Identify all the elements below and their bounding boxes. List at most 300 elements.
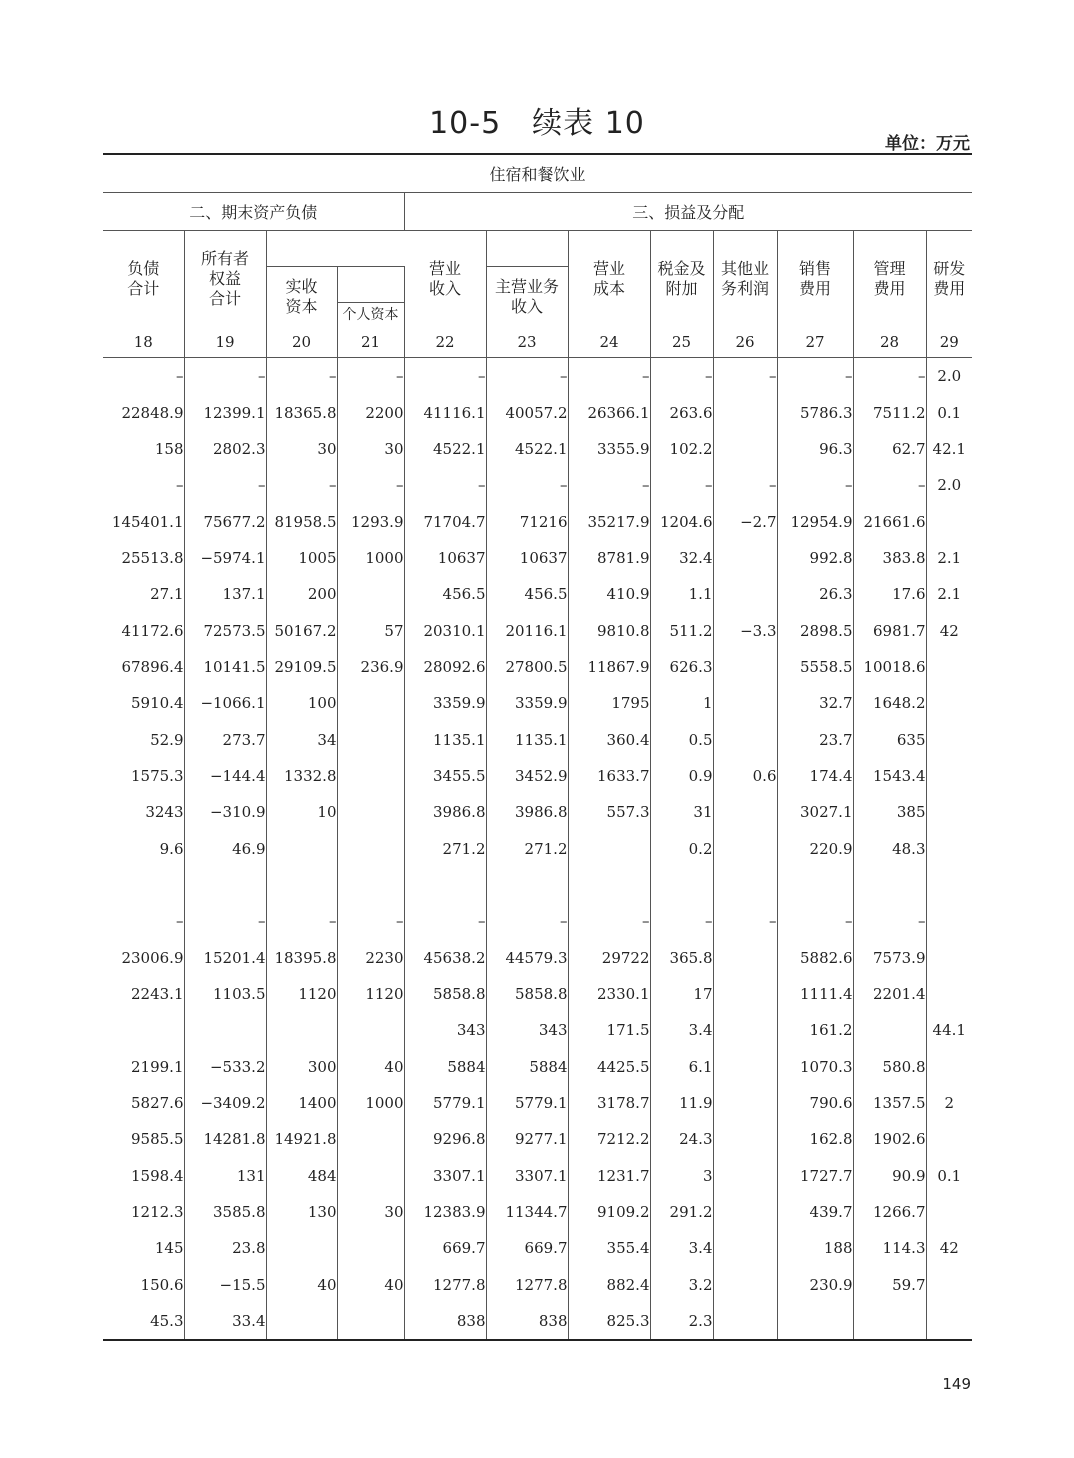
table-cell: – [568, 358, 650, 395]
table-cell [713, 1012, 777, 1048]
table-cell: 385 [853, 794, 926, 830]
table-row [103, 358, 972, 395]
table-cell: 439.7 [777, 1194, 853, 1230]
table-cell [266, 1303, 337, 1340]
column-number: 26 [713, 327, 777, 358]
table-cell: 220.9 [777, 830, 853, 866]
table-cell: −15.5 [184, 1267, 266, 1303]
table-cell: – [777, 903, 853, 939]
table-cell [713, 576, 777, 612]
table-cell [337, 1158, 404, 1194]
table-cell: 5884 [404, 1049, 486, 1085]
table-row [103, 721, 972, 757]
page-title: 10-5 续表 10 [429, 106, 645, 141]
table-cell: −3409.2 [184, 1085, 266, 1121]
table-cell: 130 [266, 1194, 337, 1230]
table-cell: – [337, 358, 404, 395]
table-cell: 9277.1 [486, 1121, 568, 1157]
table-row [103, 467, 972, 503]
table-cell [337, 576, 404, 612]
table-row [103, 685, 972, 721]
table-cell: 42 [939, 1239, 959, 1258]
table-cell [404, 867, 486, 903]
table-cell: 18365.8 [266, 394, 337, 430]
col-header-23: 主营业务 收入 [486, 267, 568, 328]
table-cell [926, 721, 972, 757]
table-cell [926, 903, 972, 939]
table-cell: 34 [266, 721, 337, 757]
table-cell: 1231.7 [568, 1158, 650, 1194]
table-cell [266, 1012, 337, 1048]
table-cell: 1277.8 [486, 1267, 568, 1303]
table-cell: 2898.5 [777, 612, 853, 648]
table-cell: 3355.9 [568, 431, 650, 467]
table-cell: 5779.1 [486, 1085, 568, 1121]
col-header-27: 销售 费用 [777, 231, 853, 328]
table-row [103, 1194, 972, 1230]
table-cell: 1135.1 [486, 721, 568, 757]
table-cell: −533.2 [184, 1049, 266, 1085]
table-cell: 1103.5 [184, 976, 266, 1012]
table-cell: 5884 [486, 1049, 568, 1085]
table-cell: 557.3 [568, 794, 650, 830]
table-cell: 669.7 [404, 1230, 486, 1266]
table-cell: 2.3 [650, 1303, 713, 1340]
table-cell: – [266, 358, 337, 395]
table-cell: 1120 [337, 976, 404, 1012]
table-cell: 171.5 [568, 1012, 650, 1048]
table-cell [926, 830, 972, 866]
table-cell: 33.4 [184, 1303, 266, 1340]
table-cell [713, 540, 777, 576]
table-cell [713, 1303, 777, 1340]
table-cell: 150.6 [103, 1267, 184, 1303]
table-cell: 145401.1 [103, 503, 184, 539]
table-cell: 3 [650, 1158, 713, 1194]
table-row [103, 1012, 972, 1048]
table-cell: – [853, 467, 926, 503]
table-cell: 2200 [337, 394, 404, 430]
table-cell: 29109.5 [266, 649, 337, 685]
table-cell: 10018.6 [853, 649, 926, 685]
table-row [103, 1230, 972, 1266]
table-row [103, 503, 972, 539]
table-cell: 26.3 [777, 576, 853, 612]
table-cell: – [266, 467, 337, 503]
table-cell [926, 867, 972, 903]
section-balance-header: 二、期末资产负债 [103, 193, 404, 231]
col-header-20: 实收 资本 [266, 267, 337, 328]
table-cell [853, 867, 926, 903]
table-cell: 1212.3 [103, 1194, 184, 1230]
table-cell: 1293.9 [337, 503, 404, 539]
table-cell: 1000 [337, 540, 404, 576]
table-cell: 3307.1 [404, 1158, 486, 1194]
table-cell [713, 721, 777, 757]
table-cell: 790.6 [777, 1085, 853, 1121]
table-cell: 2.0 [937, 367, 962, 386]
table-cell: 17.6 [853, 576, 926, 612]
table-cell [926, 976, 972, 1012]
table-cell: 2201.4 [853, 976, 926, 1012]
table-cell: 40 [337, 1267, 404, 1303]
table-cell: – [713, 903, 777, 939]
table-cell: 5779.1 [404, 1085, 486, 1121]
table-cell: 1 [650, 685, 713, 721]
table-cell: 6.1 [650, 1049, 713, 1085]
column-number: 19 [184, 327, 266, 358]
table-cell: 0.1 [937, 1166, 962, 1185]
table-cell: 343 [486, 1012, 568, 1048]
table-cell: 2 [944, 1094, 955, 1113]
table-cell: – [777, 358, 853, 395]
table-cell: 81958.5 [266, 503, 337, 539]
table-cell: 14921.8 [266, 1121, 337, 1157]
table-cell: −144.4 [184, 758, 266, 794]
table-cell: 3.4 [650, 1230, 713, 1266]
table-cell: – [650, 358, 713, 395]
table-cell: 7212.2 [568, 1121, 650, 1157]
table-cell: 3452.9 [486, 758, 568, 794]
table-cell [337, 1012, 404, 1048]
table-cell [713, 685, 777, 721]
table-cell: – [103, 903, 184, 939]
table-cell [184, 1012, 266, 1048]
table-row [103, 976, 972, 1012]
table-cell: 355.4 [568, 1230, 650, 1266]
table-row [103, 1267, 972, 1303]
table-cell: 1543.4 [853, 758, 926, 794]
section-profit-header: 三、损益及分配 [404, 193, 972, 231]
table-cell: −1066.1 [184, 685, 266, 721]
table-cell: 25513.8 [103, 540, 184, 576]
table-cell: 26366.1 [568, 394, 650, 430]
table-cell: 41172.6 [103, 612, 184, 648]
table-cell: 3986.8 [404, 794, 486, 830]
table-cell: 635 [853, 721, 926, 757]
table-cell: 300 [266, 1049, 337, 1085]
table-cell: 90.9 [853, 1158, 926, 1194]
table-cell: 4522.1 [486, 431, 568, 467]
table-cell: 40 [337, 1049, 404, 1085]
column-number: 21 [337, 327, 404, 358]
table-cell: 2.0 [937, 476, 962, 495]
table-cell: 4522.1 [404, 431, 486, 467]
col-header-25: 税金及 附加 [650, 231, 713, 328]
table-cell: 27800.5 [486, 649, 568, 685]
table-cell [926, 685, 972, 721]
table-cell: 5910.4 [103, 685, 184, 721]
table-cell: 14281.8 [184, 1121, 266, 1157]
table-cell [926, 1121, 972, 1157]
table-cell [568, 830, 650, 866]
table-row [103, 1303, 972, 1340]
table-cell: 3178.7 [568, 1085, 650, 1121]
table-cell: 343 [404, 1012, 486, 1048]
table-cell: 5827.6 [103, 1085, 184, 1121]
table-cell: 838 [404, 1303, 486, 1340]
column-number-row [103, 327, 972, 358]
table-cell: 45.3 [103, 1303, 184, 1340]
table-cell: 1902.6 [853, 1121, 926, 1157]
table-cell: 42 [939, 621, 959, 640]
table-cell: 23.8 [184, 1230, 266, 1266]
table-row [103, 794, 972, 830]
table-cell [337, 758, 404, 794]
col-header-28: 管理 费用 [853, 231, 926, 328]
table-row [103, 394, 972, 430]
table-cell: 158 [103, 431, 184, 467]
column-number: 27 [777, 327, 853, 358]
table-cell: – [650, 467, 713, 503]
table-cell [337, 685, 404, 721]
table-cell: 1332.8 [266, 758, 337, 794]
table-cell: 2243.1 [103, 976, 184, 1012]
table-cell: −3.3 [713, 612, 777, 648]
table-cell: 145 [103, 1230, 184, 1266]
table-cell: – [184, 467, 266, 503]
table-cell: 3359.9 [486, 685, 568, 721]
table-cell [926, 1267, 972, 1303]
table-cell: 0.9 [650, 758, 713, 794]
col-header-18: 负债 合计 [103, 231, 184, 328]
table-cell [926, 1049, 972, 1085]
table-cell: 96.3 [777, 431, 853, 467]
table-cell: – [777, 467, 853, 503]
table-cell: – [184, 358, 266, 395]
table-cell: 22848.9 [103, 394, 184, 430]
column-number: 18 [103, 327, 184, 358]
table-cell: – [404, 467, 486, 503]
table-cell: – [404, 358, 486, 395]
table-cell: – [337, 903, 404, 939]
col-header-21: 个人资本 [337, 267, 404, 328]
table-cell: 3027.1 [777, 794, 853, 830]
table-cell: – [853, 903, 926, 939]
table-cell: 2802.3 [184, 431, 266, 467]
table-cell: 174.4 [777, 758, 853, 794]
table-cell: 1357.5 [853, 1085, 926, 1121]
column-number: 22 [404, 327, 486, 358]
table-cell: 838 [486, 1303, 568, 1340]
table-cell: 5858.8 [486, 976, 568, 1012]
table-cell: 1120 [266, 976, 337, 1012]
table-cell: 230.9 [777, 1267, 853, 1303]
table-cell: 31 [650, 794, 713, 830]
table-cell: 1111.4 [777, 976, 853, 1012]
table-cell: – [103, 467, 184, 503]
table-cell [926, 758, 972, 794]
table-cell [713, 1158, 777, 1194]
table-cell: 1277.8 [404, 1267, 486, 1303]
table-cell: 41116.1 [404, 394, 486, 430]
table-cell: 5786.3 [777, 394, 853, 430]
table-cell: 59.7 [853, 1267, 926, 1303]
table-cell: 271.2 [404, 830, 486, 866]
table-cell: 40057.2 [486, 394, 568, 430]
table-cell: 383.8 [853, 540, 926, 576]
table-cell: 410.9 [568, 576, 650, 612]
table-cell: 882.4 [568, 1267, 650, 1303]
table-cell: 44579.3 [486, 940, 568, 976]
table-cell: 0.2 [650, 830, 713, 866]
table-cell: 23006.9 [103, 940, 184, 976]
table-cell: 273.7 [184, 721, 266, 757]
table-cell [184, 867, 266, 903]
table-cell [713, 830, 777, 866]
table-cell: – [713, 358, 777, 395]
table-cell: 32.4 [650, 540, 713, 576]
table-cell: 137.1 [184, 576, 266, 612]
table-cell [777, 1303, 853, 1340]
table-cell: 67896.4 [103, 649, 184, 685]
table-cell: 7511.2 [853, 394, 926, 430]
table-cell: 4425.5 [568, 1049, 650, 1085]
table-cell: 72573.5 [184, 612, 266, 648]
table-row [103, 758, 972, 794]
table-cell [713, 867, 777, 903]
table-row [103, 540, 972, 576]
table-cell: 45638.2 [404, 940, 486, 976]
table-cell: 100 [266, 685, 337, 721]
column-number: 24 [568, 327, 650, 358]
table-cell: 102.2 [650, 431, 713, 467]
table-cell: 9.6 [103, 830, 184, 866]
table-cell: 1204.6 [650, 503, 713, 539]
table-cell: – [337, 467, 404, 503]
table-cell: 23.7 [777, 721, 853, 757]
table-cell: 3243 [103, 794, 184, 830]
table-cell: 12954.9 [777, 503, 853, 539]
table-cell: 18395.8 [266, 940, 337, 976]
table-cell: 456.5 [404, 576, 486, 612]
table-cell: 57 [337, 612, 404, 648]
table-cell [266, 830, 337, 866]
table-cell: 271.2 [486, 830, 568, 866]
column-number: 28 [853, 327, 926, 358]
table-cell [337, 1230, 404, 1266]
table-cell: 3.2 [650, 1267, 713, 1303]
table-cell: 1135.1 [404, 721, 486, 757]
table-cell: – [486, 467, 568, 503]
table-row [103, 1121, 972, 1157]
table-cell [713, 394, 777, 430]
table-cell: 7573.9 [853, 940, 926, 976]
table-cell [713, 1121, 777, 1157]
table-cell: 6981.7 [853, 612, 926, 648]
table-cell [266, 867, 337, 903]
table-cell: 3307.1 [486, 1158, 568, 1194]
table-cell [713, 976, 777, 1012]
column-number: 23 [486, 327, 568, 358]
table-cell: 188 [777, 1230, 853, 1266]
table-cell: 12399.1 [184, 394, 266, 430]
table-cell: 11344.7 [486, 1194, 568, 1230]
table-cell: 162.8 [777, 1121, 853, 1157]
table-cell: 9810.8 [568, 612, 650, 648]
table-cell: 32.7 [777, 685, 853, 721]
table-cell [266, 1230, 337, 1266]
table-cell: 1727.7 [777, 1158, 853, 1194]
table-cell: 27.1 [103, 576, 184, 612]
table-cell [713, 1049, 777, 1085]
table-cell: 20310.1 [404, 612, 486, 648]
table-cell: 10637 [486, 540, 568, 576]
table-cell: 21661.6 [853, 503, 926, 539]
table-cell [337, 721, 404, 757]
table-cell [713, 649, 777, 685]
table-cell: 1795 [568, 685, 650, 721]
table-cell: 365.8 [650, 940, 713, 976]
table-row [103, 867, 972, 903]
table-cell [337, 1303, 404, 1340]
data-table [103, 153, 972, 1341]
table-cell: 30 [337, 1194, 404, 1230]
table-cell [650, 867, 713, 903]
table-cell [486, 867, 568, 903]
table-cell [713, 1230, 777, 1266]
table-cell: 3359.9 [404, 685, 486, 721]
table-cell: 52.9 [103, 721, 184, 757]
table-cell: 9109.2 [568, 1194, 650, 1230]
table-cell: – [404, 903, 486, 939]
table-cell: 580.8 [853, 1049, 926, 1085]
table-cell: 263.6 [650, 394, 713, 430]
col-header-26: 其他业 务利润 [713, 231, 777, 328]
table-cell [103, 867, 184, 903]
table-cell: – [486, 903, 568, 939]
table-cell: 1633.7 [568, 758, 650, 794]
table-cell: 50167.2 [266, 612, 337, 648]
table-cell: 992.8 [777, 540, 853, 576]
table-cell: 40 [266, 1267, 337, 1303]
table-cell: 3585.8 [184, 1194, 266, 1230]
table-cell: 3.4 [650, 1012, 713, 1048]
table-cell: 131 [184, 1158, 266, 1194]
table-cell [926, 940, 972, 976]
table-cell [337, 1121, 404, 1157]
table-cell: 236.9 [337, 649, 404, 685]
col-header-19: 所有者 权益 合计 [184, 231, 266, 328]
table-cell: 114.3 [853, 1230, 926, 1266]
table-cell: −310.9 [184, 794, 266, 830]
table-row [103, 903, 972, 939]
table-row [103, 830, 972, 866]
table-cell [103, 1012, 184, 1048]
page-number: 149 [942, 1375, 971, 1393]
table-row [103, 1049, 972, 1085]
table-cell: 8781.9 [568, 540, 650, 576]
table-cell [853, 1012, 926, 1048]
table-cell: 2199.1 [103, 1049, 184, 1085]
table-cell [713, 1267, 777, 1303]
table-cell [926, 794, 972, 830]
table-cell [568, 867, 650, 903]
table-cell [713, 794, 777, 830]
table-cell: 12383.9 [404, 1194, 486, 1230]
table-cell: 1005 [266, 540, 337, 576]
table-cell: 42.1 [932, 439, 966, 458]
table-cell: 360.4 [568, 721, 650, 757]
table-cell: – [853, 358, 926, 395]
table-cell [337, 794, 404, 830]
table-cell: 0.6 [713, 758, 777, 794]
table-cell: −2.7 [713, 503, 777, 539]
table-cell: 10637 [404, 540, 486, 576]
table-cell: 48.3 [853, 830, 926, 866]
table-cell: 1598.4 [103, 1158, 184, 1194]
table-cell: – [650, 903, 713, 939]
